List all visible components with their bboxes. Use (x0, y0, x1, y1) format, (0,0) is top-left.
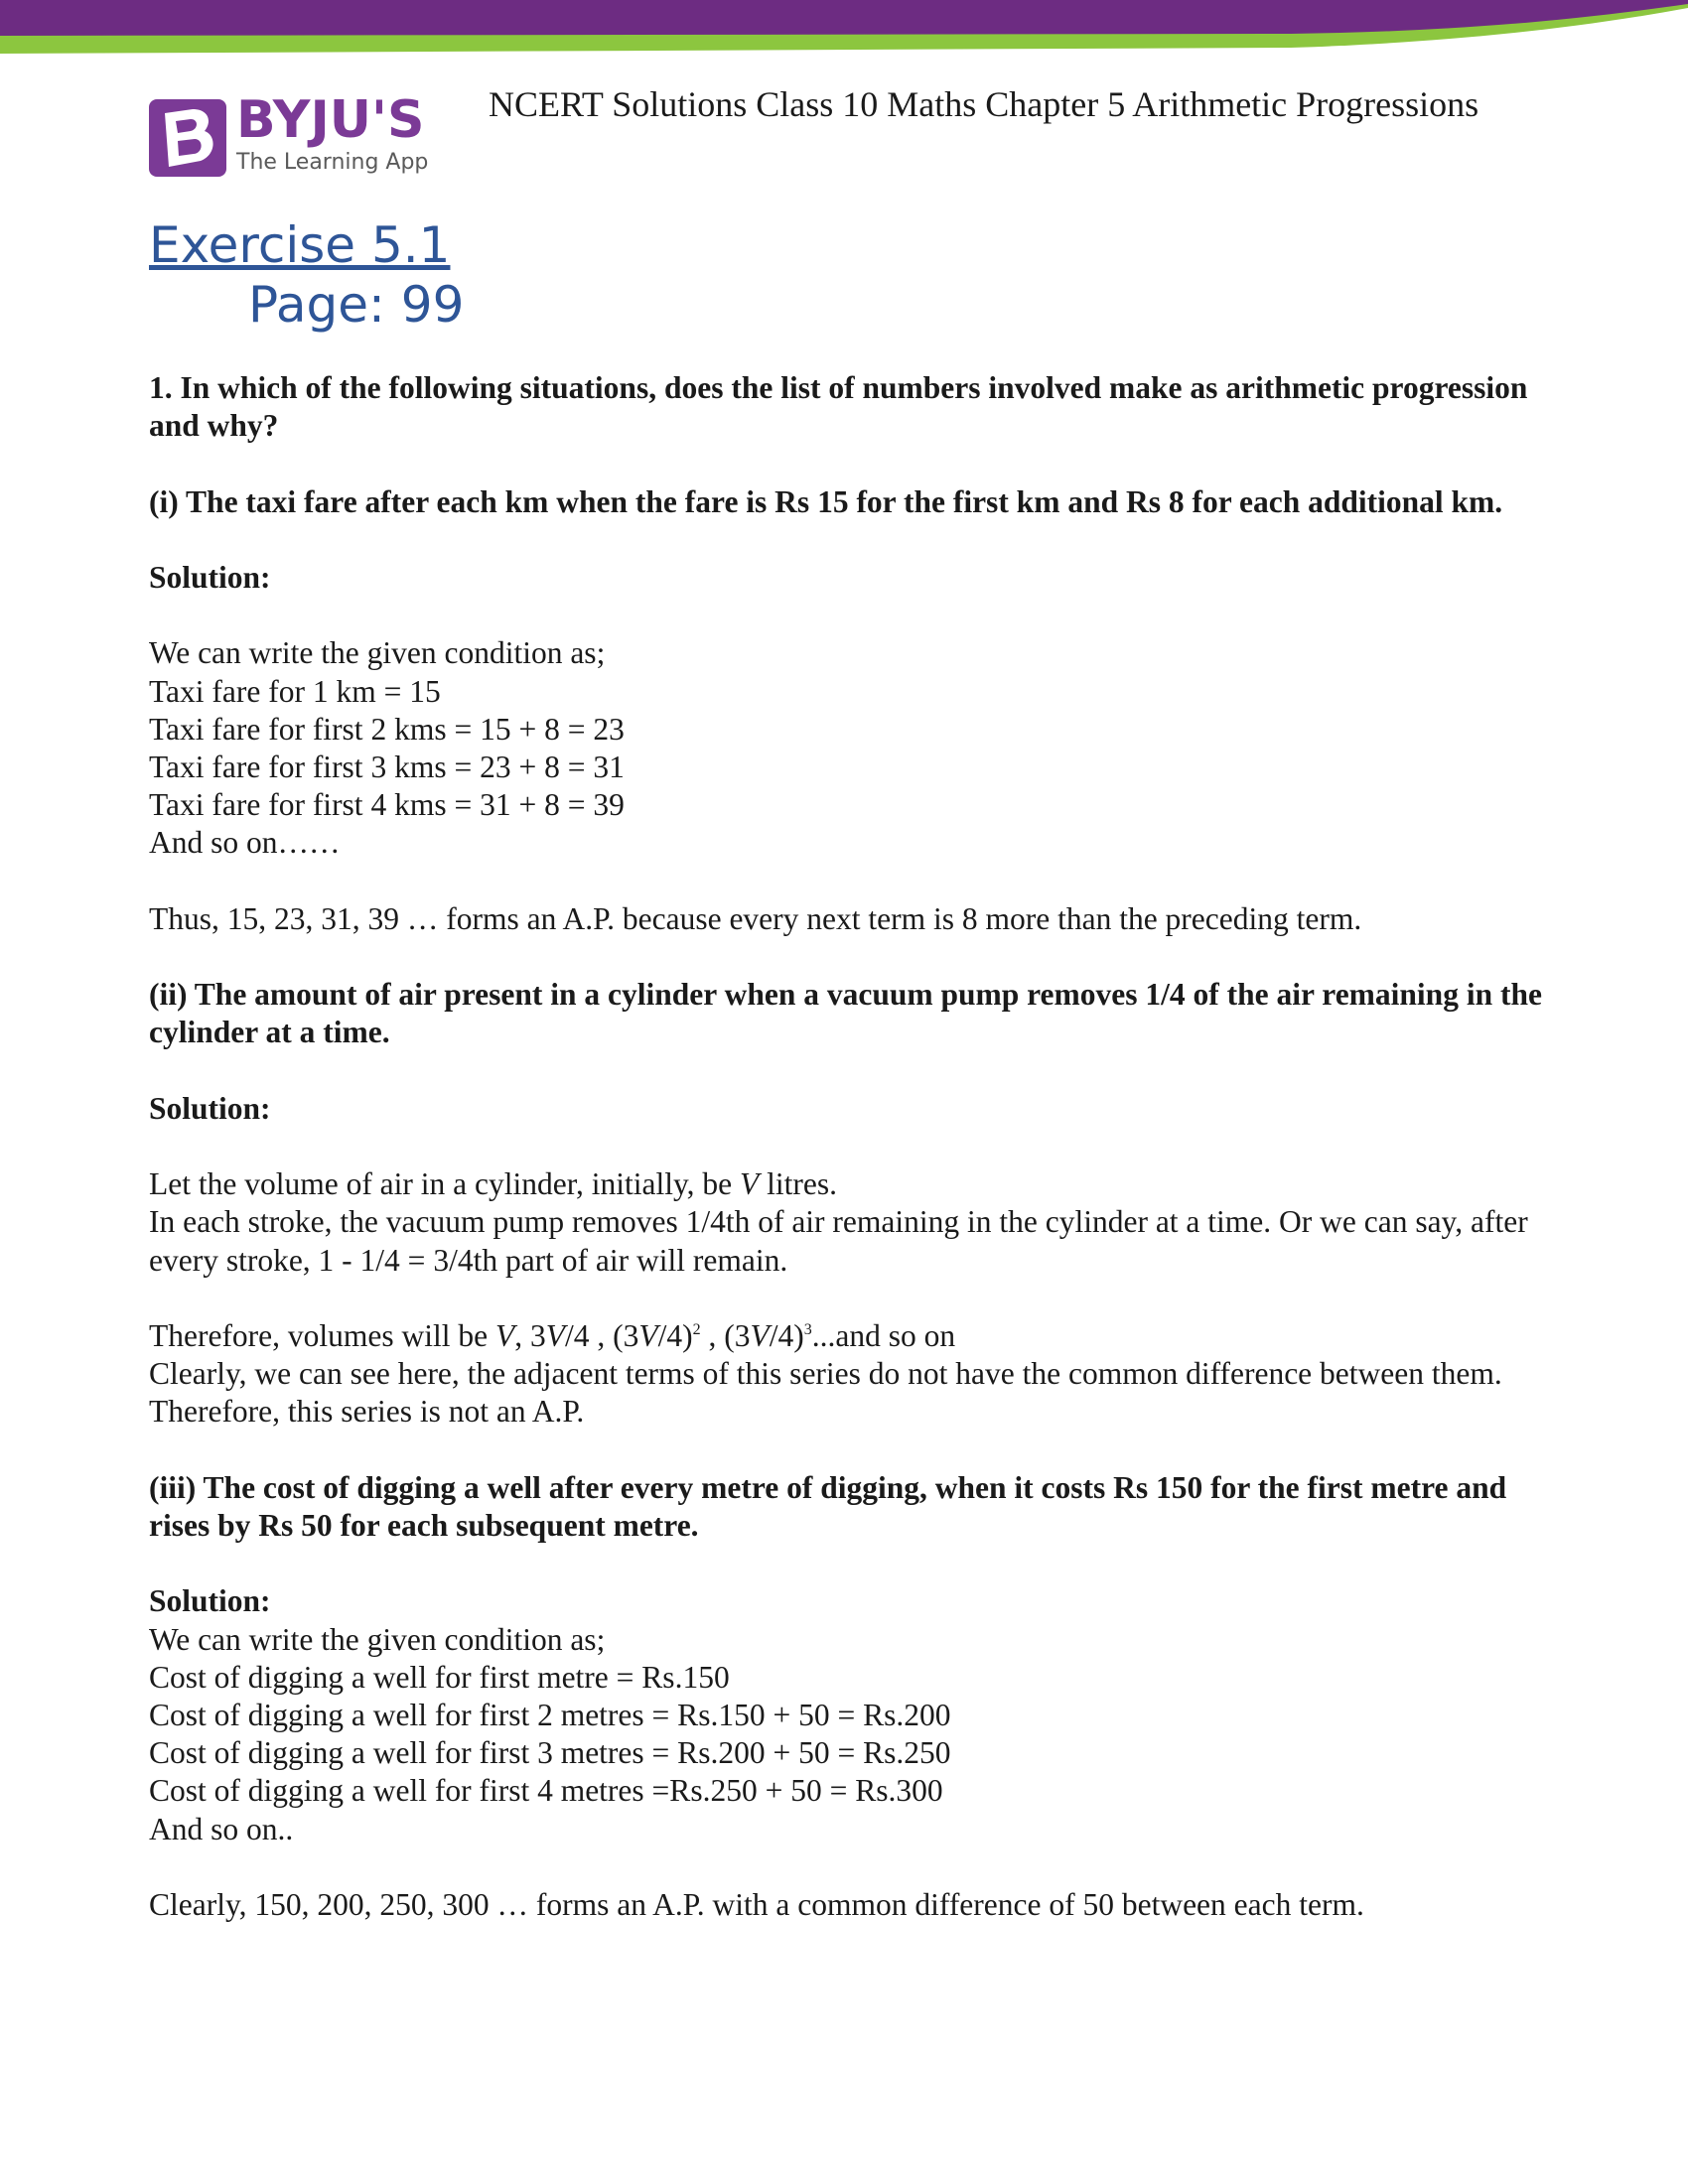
solution-line: Taxi fare for 1 km = 15 (149, 673, 441, 709)
solution-line: Cost of digging a well for first 2 metres = Rs.150 + 50 = Rs.200 (149, 1697, 951, 1732)
exercise-title: Exercise 5.1 (149, 216, 451, 274)
solution-line: Cost of digging a well for first 3 metres = Rs.200 + 50 = Rs.250 (149, 1735, 951, 1771)
solution-line: And so on.. (149, 1811, 294, 1846)
header-band (0, 0, 1688, 62)
solution-line: In each stroke, the vacuum pump removes 1/4th of air remaining in the cylinder at a time. Or we can say, after every stroke, 1 - 1/4 = 3/4th part of air will remain. (149, 1204, 1528, 1278)
variable-v: V (740, 1166, 760, 1202)
page-title: NCERT Solutions Class 10 Maths Chapter 5 Arithmetic Progressions (489, 84, 1479, 124)
solution-line: Let the volume of air in a cylinder, initially, be V litres. (149, 1166, 838, 1202)
solution-line: Taxi fare for first 4 kms = 31 + 8 = 39 (149, 787, 625, 823)
question-1-part-ii: (ii) The amount of air present in a cylinder when a vacuum pump removes 1/4 of the air remaining in the cylinder at a time. (149, 977, 1542, 1050)
solution-conclusion: Clearly, we can see here, the adjacent terms of this series do not have the common difference between them. Therefore, this series is not an A.P. (149, 1356, 1502, 1430)
question-1-part-iii: (iii) The cost of digging a well after every metre of digging, when it costs Rs 150 for the first metre and rises by Rs 50 for each subsequent metre. (149, 1469, 1507, 1543)
brand-logo-icon (149, 99, 226, 177)
solution-line: Cost of digging a well for first metre = Rs.150 (149, 1659, 730, 1695)
solution-line: Cost of digging a well for first 4 metres =Rs.250 + 50 = Rs.300 (149, 1773, 943, 1809)
solution-label: Solution: (149, 1090, 271, 1126)
solution-line: And so on…… (149, 825, 341, 861)
solution-line: Taxi fare for first 3 kms = 23 + 8 = 31 (149, 749, 625, 784)
solution-line: We can write the given condition as; (149, 635, 606, 671)
question-1: 1. In which of the following situations, does the list of numbers involved make as arithmetic progression and why? (149, 370, 1528, 444)
solution-label: Solution: (149, 1583, 271, 1619)
solution-conclusion: Clearly, 150, 200, 250, 300 … forms an A.P. with a common difference of 50 between each term. (149, 1886, 1364, 1922)
volumes-line: Therefore, volumes will be V, 3V/4 , $(3V/4)^2$ , $(3V/4)^3...and$ so on (149, 1317, 956, 1353)
solution-conclusion: Thus, 15, 23, 31, 39 … forms an A.P. because every next term is 8 more than the preceding term. (149, 900, 1362, 936)
question-1-part-i: (i) The taxi fare after each km when the fare is Rs 15 for the first km and Rs 8 for each additional km. (149, 483, 1503, 519)
solution-line: We can write the given condition as; (149, 1621, 606, 1657)
document-body (149, 369, 1559, 1924)
brand-name: BYJU'S (236, 90, 425, 150)
brand-logo (149, 90, 437, 178)
solution-line: Taxi fare for first 2 kms = 15 + 8 = 23 (149, 711, 625, 747)
exercise-page: Page: 99 (248, 276, 465, 334)
solution-label: Solution: (149, 559, 271, 595)
brand-tagline: The Learning App (236, 150, 429, 175)
